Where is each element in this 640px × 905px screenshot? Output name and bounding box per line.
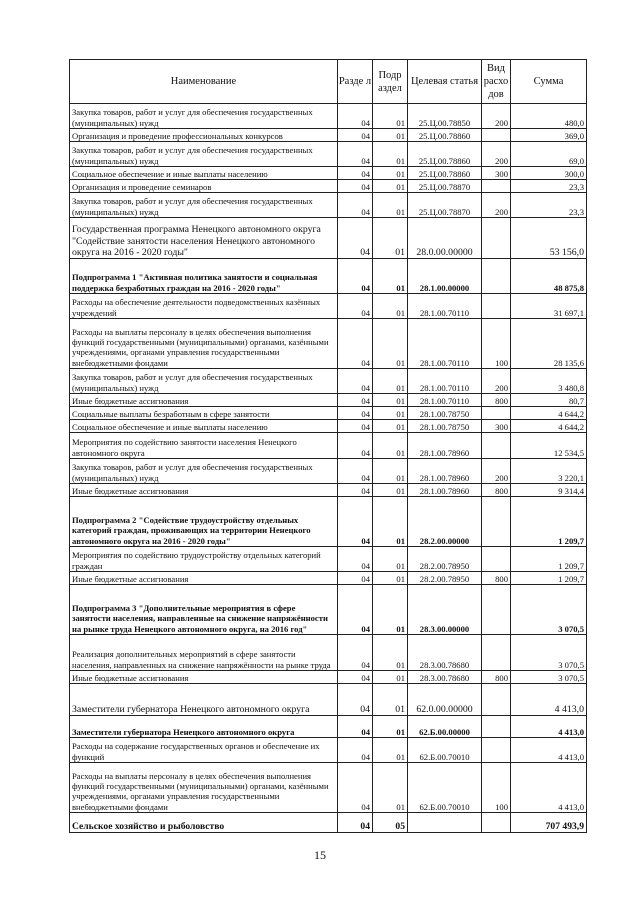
row-subsection: 01 bbox=[373, 142, 408, 167]
row-name: Подпрограмма 3 "Дополнительные мероприятия в сфере занятости населения, направленные на снижение напряжённости на рынке труда Ненецкого автономного округа, на 2016 год" bbox=[70, 585, 338, 635]
table-row bbox=[70, 193, 587, 218]
table-row bbox=[70, 218, 587, 259]
row-expense-type bbox=[482, 433, 511, 459]
row-expense-type bbox=[482, 684, 511, 716]
row-target: 28.0.00.00000 bbox=[408, 218, 482, 259]
row-name: Расходы на выплаты персоналу в целях обеспечения выполнения функций государственными (муниципальными) органами, казёнными учреждениями, органами управления государственными внебюджетными фондами bbox=[70, 763, 338, 813]
row-name: Организация и проведение семинаров bbox=[70, 180, 338, 193]
row-name: Организация и проведение профессиональных конкурсов bbox=[70, 129, 338, 142]
row-expense-type: 800 bbox=[482, 572, 511, 585]
row-target: 28.1.00.00000 bbox=[408, 259, 482, 294]
row-amount: 3 070,5 bbox=[511, 671, 587, 684]
row-expense-type: 800 bbox=[482, 671, 511, 684]
row-expense-type bbox=[482, 585, 511, 635]
row-expense-type bbox=[482, 259, 511, 294]
table-row bbox=[70, 684, 587, 716]
row-target: 25.Ц.00.78860 bbox=[408, 142, 482, 167]
row-amount: 4 413,0 bbox=[511, 684, 587, 716]
table-row bbox=[70, 763, 587, 813]
row-target: 62.Б.00.00000 bbox=[408, 716, 482, 738]
row-amount: 369,0 bbox=[511, 129, 587, 142]
table-row bbox=[70, 394, 587, 407]
row-expense-type: 200 bbox=[482, 193, 511, 218]
row-target: 28.1.00.70110 bbox=[408, 394, 482, 407]
row-target: 28.1.00.78750 bbox=[408, 407, 482, 420]
row-amount: 4 413,0 bbox=[511, 716, 587, 738]
row-subsection: 01 bbox=[373, 572, 408, 585]
table-row bbox=[70, 319, 587, 369]
table-row bbox=[70, 407, 587, 420]
table-row bbox=[70, 369, 587, 394]
row-subsection: 01 bbox=[373, 218, 408, 259]
row-amount: 3 070,5 bbox=[511, 635, 587, 671]
table-row bbox=[70, 813, 587, 833]
row-section: 04 bbox=[338, 547, 373, 572]
row-subsection: 01 bbox=[373, 129, 408, 142]
row-expense-type bbox=[482, 547, 511, 572]
row-expense-type: 100 bbox=[482, 319, 511, 369]
row-subsection: 01 bbox=[373, 671, 408, 684]
table-row bbox=[70, 459, 587, 484]
header-target: Целевая статья bbox=[408, 60, 482, 104]
row-target: 28.1.00.78960 bbox=[408, 484, 482, 497]
header-expense-type: Вид расхо дов bbox=[482, 60, 511, 104]
row-section: 04 bbox=[338, 129, 373, 142]
row-expense-type: 300 bbox=[482, 167, 511, 180]
row-amount: 23,3 bbox=[511, 180, 587, 193]
table-row bbox=[70, 259, 587, 294]
row-amount: 3 070,5 bbox=[511, 585, 587, 635]
row-amount: 69,0 bbox=[511, 142, 587, 167]
row-expense-type: 200 bbox=[482, 459, 511, 484]
row-subsection: 01 bbox=[373, 394, 408, 407]
row-amount: 707 493,9 bbox=[511, 813, 587, 833]
row-name: Закупка товаров, работ и услуг для обеспечения государственных (муниципальных) нужд bbox=[70, 193, 338, 218]
header-name: Наименование bbox=[70, 60, 338, 104]
row-subsection: 01 bbox=[373, 738, 408, 763]
row-subsection: 01 bbox=[373, 684, 408, 716]
table-header-row bbox=[70, 60, 587, 104]
row-target: 28.1.00.70110 bbox=[408, 294, 482, 319]
row-expense-type bbox=[482, 407, 511, 420]
row-target: 25.Ц.00.78860 bbox=[408, 129, 482, 142]
row-name: Иные бюджетные ассигнования bbox=[70, 671, 338, 684]
row-name: Иные бюджетные ассигнования bbox=[70, 572, 338, 585]
row-target: 28.2.00.78950 bbox=[408, 572, 482, 585]
row-subsection: 01 bbox=[373, 319, 408, 369]
row-target bbox=[408, 813, 482, 833]
table-row bbox=[70, 547, 587, 572]
row-subsection: 01 bbox=[373, 193, 408, 218]
row-name: Социальное обеспечение и иные выплаты населению bbox=[70, 167, 338, 180]
row-section: 04 bbox=[338, 193, 373, 218]
table-row bbox=[70, 738, 587, 763]
table-row bbox=[70, 104, 587, 129]
row-amount: 480,0 bbox=[511, 104, 587, 129]
row-section: 04 bbox=[338, 394, 373, 407]
row-subsection: 01 bbox=[373, 180, 408, 193]
row-subsection: 01 bbox=[373, 167, 408, 180]
row-expense-type bbox=[482, 497, 511, 547]
table-row bbox=[70, 585, 587, 635]
row-target: 28.1.00.70110 bbox=[408, 319, 482, 369]
row-target: 28.3.00.00000 bbox=[408, 585, 482, 635]
row-name: Государственная программа Ненецкого автономного округа "Содействие занятости населения Ненецкого автономного округа на 2016 - 2020 годы" bbox=[70, 218, 338, 259]
row-amount: 28 135,6 bbox=[511, 319, 587, 369]
table-row bbox=[70, 294, 587, 319]
table-row bbox=[70, 671, 587, 684]
row-section: 04 bbox=[338, 180, 373, 193]
row-subsection: 01 bbox=[373, 259, 408, 294]
row-section: 04 bbox=[338, 104, 373, 129]
row-name: Заместители губернатора Ненецкого автономного округа bbox=[70, 716, 338, 738]
row-expense-type bbox=[482, 180, 511, 193]
row-name: Расходы на обеспечение деятельности подведомственных казённых учреждений bbox=[70, 294, 338, 319]
row-name: Закупка товаров, работ и услуг для обеспечения государственных (муниципальных) нужд bbox=[70, 459, 338, 484]
budget-table bbox=[69, 59, 587, 833]
row-section: 04 bbox=[338, 259, 373, 294]
row-name: Социальные выплаты безработным в сфере занятости bbox=[70, 407, 338, 420]
row-subsection: 05 bbox=[373, 813, 408, 833]
row-section: 04 bbox=[338, 572, 373, 585]
row-subsection: 01 bbox=[373, 420, 408, 433]
row-subsection: 01 bbox=[373, 585, 408, 635]
row-amount: 4 413,0 bbox=[511, 763, 587, 813]
row-section: 04 bbox=[338, 319, 373, 369]
table-row bbox=[70, 142, 587, 167]
table-row bbox=[70, 497, 587, 547]
row-name: Заместители губернатора Ненецкого автономного округа bbox=[70, 684, 338, 716]
table-row bbox=[70, 167, 587, 180]
row-target: 25.Ц.00.78850 bbox=[408, 104, 482, 129]
row-expense-type: 200 bbox=[482, 369, 511, 394]
row-amount: 4 644,2 bbox=[511, 420, 587, 433]
row-expense-type: 200 bbox=[482, 104, 511, 129]
row-section: 04 bbox=[338, 635, 373, 671]
row-target: 28.2.00.00000 bbox=[408, 497, 482, 547]
row-name: Закупка товаров, работ и услуг для обеспечения государственных (муниципальных) нужд bbox=[70, 104, 338, 129]
header-subsection: Подр аздел bbox=[373, 60, 408, 104]
row-subsection: 01 bbox=[373, 294, 408, 319]
row-amount: 48 875,8 bbox=[511, 259, 587, 294]
row-name: Расходы на содержание государственных органов и обеспечение их функций bbox=[70, 738, 338, 763]
row-name: Подпрограмма 2 "Содействие трудоустройству отдельных категорий граждан, проживающих на территории Ненецкого автономного округа на 2016 - 2020 годы" bbox=[70, 497, 338, 547]
row-expense-type: 800 bbox=[482, 394, 511, 407]
row-target: 28.3.00.78680 bbox=[408, 671, 482, 684]
row-section: 04 bbox=[338, 218, 373, 259]
header-section: Разде л bbox=[338, 60, 373, 104]
row-section: 04 bbox=[338, 459, 373, 484]
row-amount: 3 220,1 bbox=[511, 459, 587, 484]
row-expense-type bbox=[482, 738, 511, 763]
table-row bbox=[70, 484, 587, 497]
table-row bbox=[70, 129, 587, 142]
row-subsection: 01 bbox=[373, 459, 408, 484]
row-expense-type bbox=[482, 716, 511, 738]
row-amount: 1 209,7 bbox=[511, 547, 587, 572]
row-target: 28.2.00.78950 bbox=[408, 547, 482, 572]
row-expense-type bbox=[482, 129, 511, 142]
row-name: Закупка товаров, работ и услуг для обеспечения государственных (муниципальных) нужд bbox=[70, 369, 338, 394]
row-amount: 3 480,8 bbox=[511, 369, 587, 394]
row-expense-type bbox=[482, 635, 511, 671]
row-section: 04 bbox=[338, 420, 373, 433]
table-row bbox=[70, 716, 587, 738]
header-amount: Сумма bbox=[511, 60, 587, 104]
row-name: Мероприятия по содействию занятости населения Ненецкого автономного округа bbox=[70, 433, 338, 459]
table-row bbox=[70, 635, 587, 671]
row-amount: 9 314,4 bbox=[511, 484, 587, 497]
row-subsection: 01 bbox=[373, 104, 408, 129]
row-name: Иные бюджетные ассигнования bbox=[70, 394, 338, 407]
row-target: 28.1.00.78750 bbox=[408, 420, 482, 433]
row-name: Реализация дополнительных мероприятий в сфере занятости населения, направленных на снижение напряжённости на рынке труда bbox=[70, 635, 338, 671]
row-subsection: 01 bbox=[373, 763, 408, 813]
row-target: 62.Б.00.70010 bbox=[408, 738, 482, 763]
row-expense-type: 200 bbox=[482, 142, 511, 167]
row-subsection: 01 bbox=[373, 369, 408, 394]
table-row bbox=[70, 433, 587, 459]
row-subsection: 01 bbox=[373, 407, 408, 420]
table-row bbox=[70, 572, 587, 585]
row-section: 04 bbox=[338, 407, 373, 420]
row-target: 28.1.00.78960 bbox=[408, 459, 482, 484]
row-target: 62.0.00.00000 bbox=[408, 684, 482, 716]
row-subsection: 01 bbox=[373, 635, 408, 671]
row-subsection: 01 bbox=[373, 497, 408, 547]
row-name: Социальное обеспечение и иные выплаты населению bbox=[70, 420, 338, 433]
row-amount: 23,3 bbox=[511, 193, 587, 218]
row-subsection: 01 bbox=[373, 433, 408, 459]
row-name: Закупка товаров, работ и услуг для обеспечения государственных (муниципальных) нужд bbox=[70, 142, 338, 167]
row-section: 04 bbox=[338, 167, 373, 180]
table-row bbox=[70, 420, 587, 433]
row-target: 28.3.00.78680 bbox=[408, 635, 482, 671]
row-section: 04 bbox=[338, 738, 373, 763]
row-expense-type: 100 bbox=[482, 763, 511, 813]
row-amount: 1 209,7 bbox=[511, 572, 587, 585]
row-section: 04 bbox=[338, 684, 373, 716]
row-section: 04 bbox=[338, 763, 373, 813]
row-target: 28.1.00.78960 bbox=[408, 433, 482, 459]
row-amount: 80,7 bbox=[511, 394, 587, 407]
row-subsection: 01 bbox=[373, 547, 408, 572]
row-target: 28.1.00.70110 bbox=[408, 369, 482, 394]
row-amount: 4 413,0 bbox=[511, 738, 587, 763]
page-number: 15 bbox=[314, 848, 326, 862]
row-section: 04 bbox=[338, 369, 373, 394]
table-row bbox=[70, 180, 587, 193]
row-amount: 1 209,7 bbox=[511, 497, 587, 547]
row-expense-type: 300 bbox=[482, 420, 511, 433]
row-target: 25.Ц.00.78860 bbox=[408, 167, 482, 180]
row-amount: 300,0 bbox=[511, 167, 587, 180]
row-amount: 12 534,5 bbox=[511, 433, 587, 459]
row-name: Расходы на выплаты персоналу в целях обеспечения выполнения функций государственными (муниципальными) органами, казёнными учреждениями, органами управления государственными внебюджетными фондами bbox=[70, 319, 338, 369]
row-section: 04 bbox=[338, 497, 373, 547]
row-name: Подпрограмма 1 "Активная политика занятости и социальная поддержка безработных граждан на 2016 - 2020 годы" bbox=[70, 259, 338, 294]
row-subsection: 01 bbox=[373, 716, 408, 738]
row-amount: 4 644,2 bbox=[511, 407, 587, 420]
row-expense-type bbox=[482, 218, 511, 259]
row-section: 04 bbox=[338, 433, 373, 459]
row-section: 04 bbox=[338, 294, 373, 319]
row-section: 04 bbox=[338, 585, 373, 635]
row-section: 04 bbox=[338, 142, 373, 167]
row-target: 25.Ц.00.78870 bbox=[408, 193, 482, 218]
row-section: 04 bbox=[338, 484, 373, 497]
row-target: 25.Ц.00.78870 bbox=[408, 180, 482, 193]
row-subsection: 01 bbox=[373, 484, 408, 497]
row-expense-type: 800 bbox=[482, 484, 511, 497]
row-amount: 53 156,0 bbox=[511, 218, 587, 259]
row-target: 62.Б.00.70010 bbox=[408, 763, 482, 813]
row-name: Мероприятия по содействию трудоустройству отдельных категорий граждан bbox=[70, 547, 338, 572]
row-expense-type bbox=[482, 813, 511, 833]
row-name: Сельское хозяйство и рыболовство bbox=[70, 813, 338, 833]
row-name: Иные бюджетные ассигнования bbox=[70, 484, 338, 497]
row-section: 04 bbox=[338, 671, 373, 684]
row-section: 04 bbox=[338, 716, 373, 738]
row-expense-type bbox=[482, 294, 511, 319]
row-amount: 31 697,1 bbox=[511, 294, 587, 319]
row-section: 04 bbox=[338, 813, 373, 833]
